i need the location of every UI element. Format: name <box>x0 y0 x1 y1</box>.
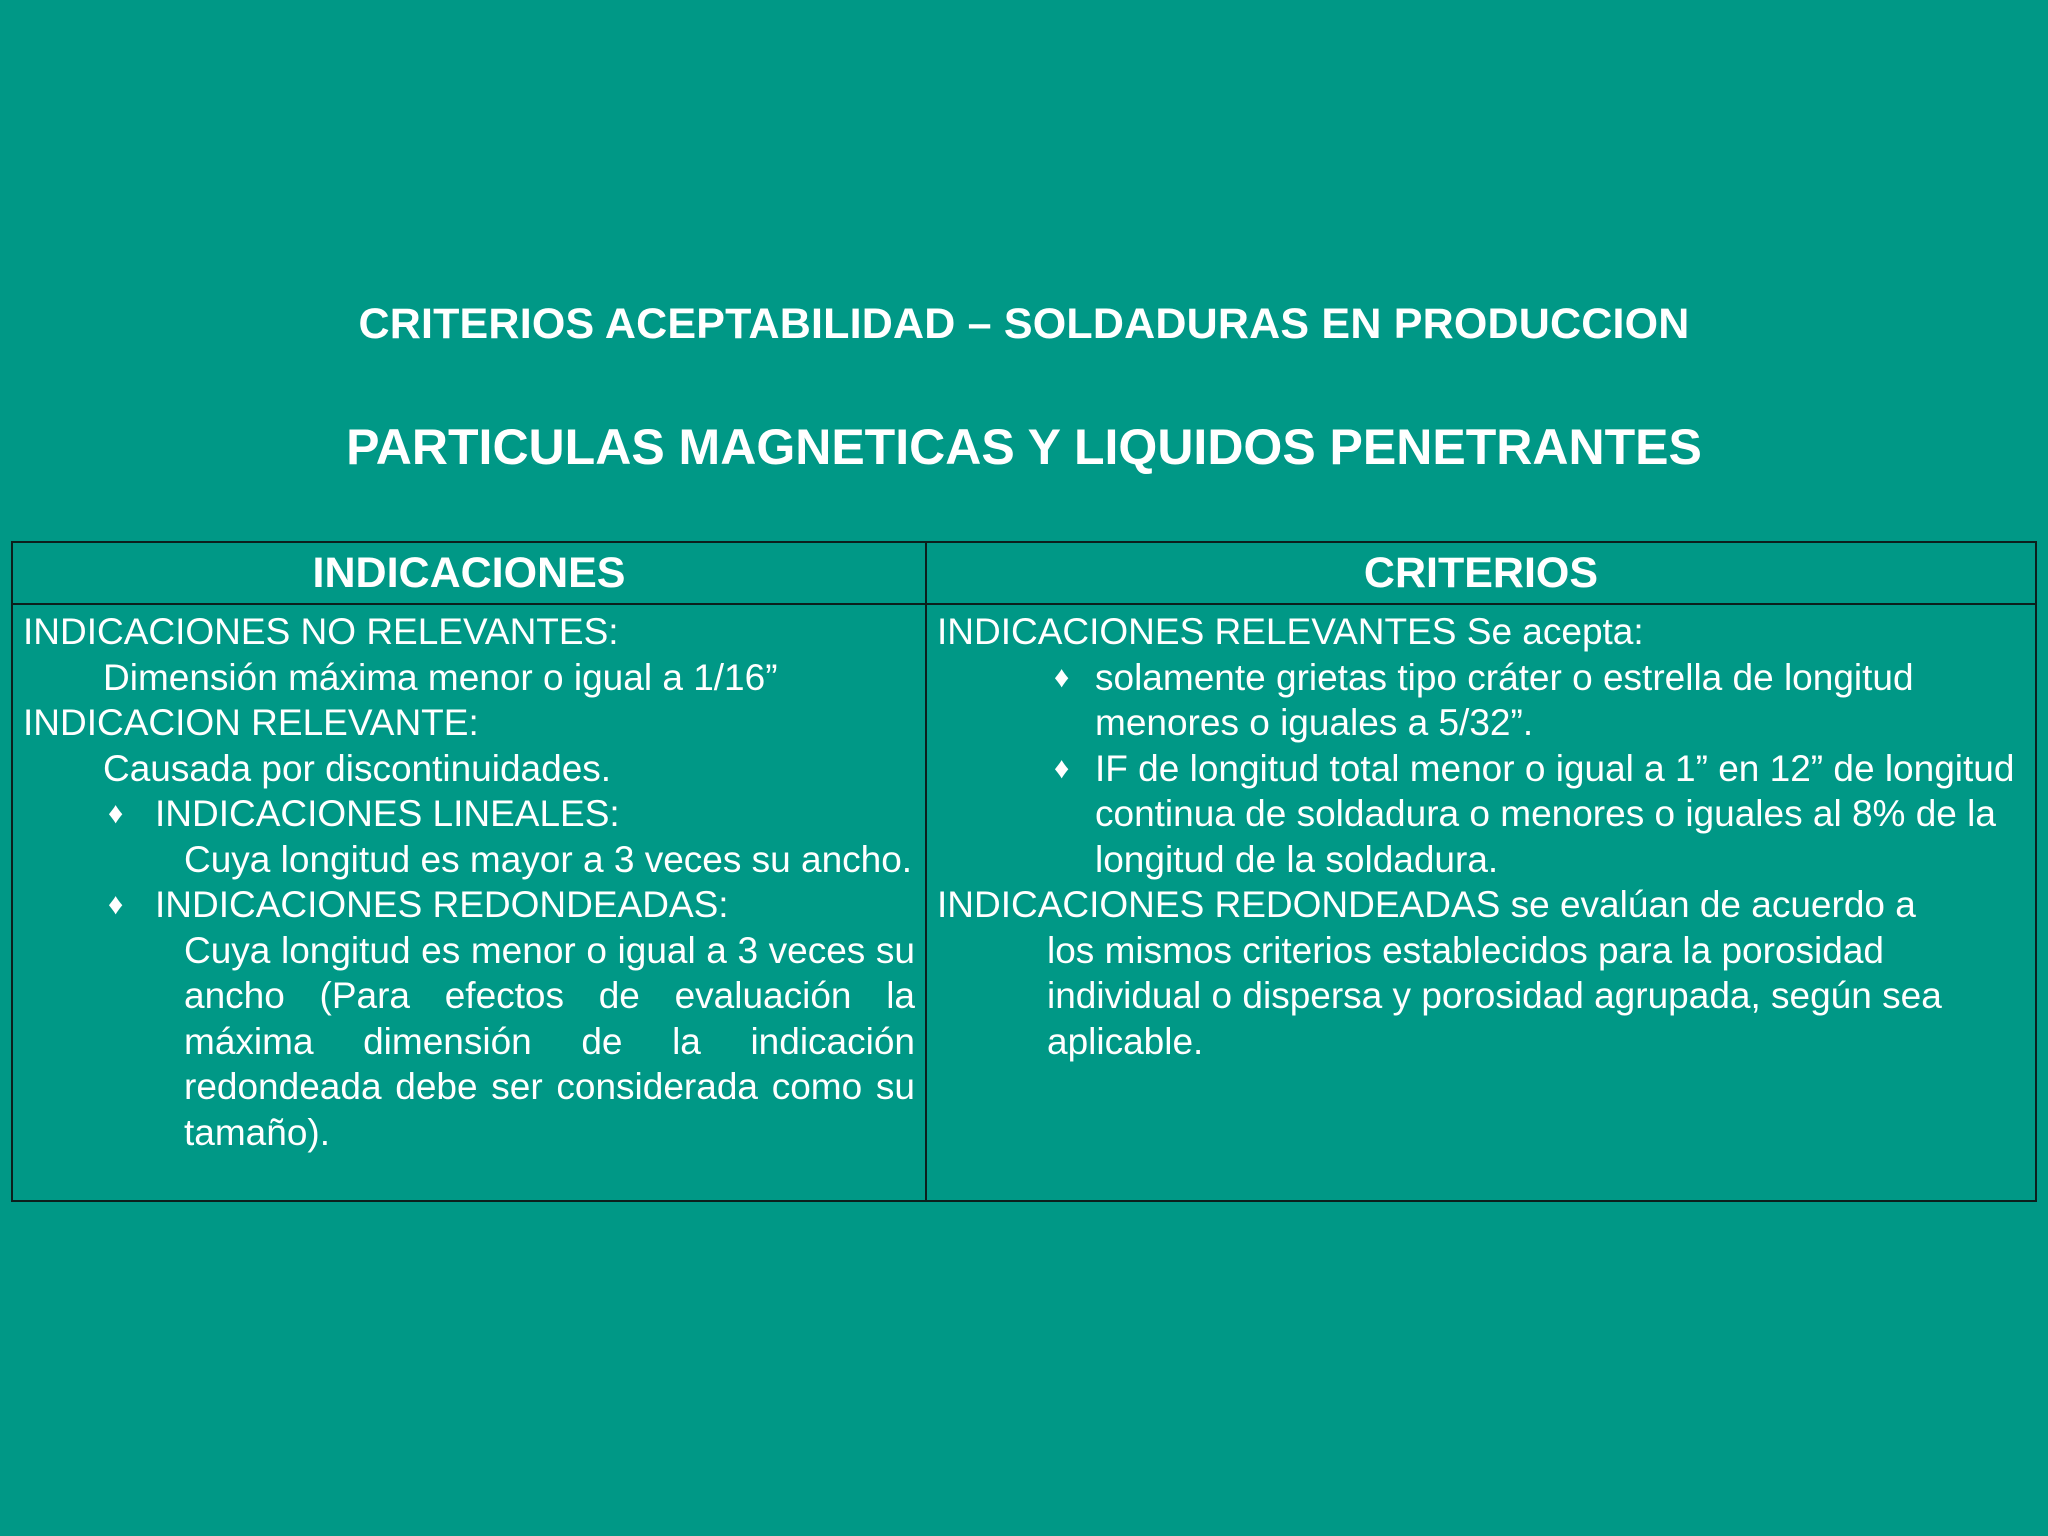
criterios-bullet-list <box>927 655 2035 883</box>
table-header-row <box>12 542 2036 604</box>
redondeadas-heading: INDICACIONES REDONDEADAS: <box>155 884 729 925</box>
header-criterios: CRITERIOS <box>926 542 2036 604</box>
redondeadas-text: Cuya longitud es menor o igual a 3 veces su ancho (Para efectos de evaluación la máxima dimensión de la indicación redondeada debe ser considerada como su tamaño). <box>184 929 915 1153</box>
table-row <box>12 604 2036 1201</box>
slide-subtitle: PARTICULAS MAGNETICAS Y LIQUIDOS PENETRANTES <box>346 419 1702 475</box>
lineales-heading: INDICACIONES LINEALES: <box>155 793 620 834</box>
header-indicaciones: INDICACIONES <box>12 542 926 604</box>
list-item <box>927 746 2035 883</box>
indicaciones-cell <box>12 604 926 1201</box>
no-relevantes-heading: INDICACIONES NO RELEVANTES: <box>23 611 619 652</box>
diamond-bullet-icon: ♦ <box>1054 660 1070 694</box>
lineales-text: Cuya longitud es mayor a 3 veces su ancho. <box>184 838 913 880</box>
diamond-bullet-icon: ♦ <box>108 797 124 830</box>
slide-title: CRITERIOS ACEPTABILIDAD – SOLDADURAS EN PRODUCCION <box>358 300 1690 348</box>
criterio-text: solamente grietas tipo cráter o estrella de longitud menores o iguales a 5/32”. <box>1095 656 1914 743</box>
diamond-bullet-icon: ♦ <box>108 888 124 921</box>
list-item <box>927 655 2035 746</box>
relevante-heading: INDICACION RELEVANTE: <box>23 702 479 743</box>
criterio-text: IF de longitud total menor o igual a 1” en 12” de longitud continua de soldadura o menores o iguales al 8% de la longitud de la soldadura. <box>1095 747 2015 880</box>
redondeadas-bullet <box>13 882 925 928</box>
no-relevantes-text: Dimensión máxima menor o igual a 1/16” <box>103 656 778 698</box>
redondeadas-criterio-heading: INDICACIONES REDONDEADAS se evalúan de acuerdo a <box>937 884 1916 925</box>
redondeadas-criterio-text: los mismos criterios establecidos para la porosidad individual o dispersa y porosidad agrupada, según sea aplicable. <box>1047 929 1942 1062</box>
relevante-text: Causada por discontinuidades. <box>103 747 612 789</box>
relevantes-heading: INDICACIONES RELEVANTES Se acepta: <box>937 611 1644 652</box>
criteria-table <box>11 541 2037 1202</box>
criterios-cell <box>926 604 2036 1201</box>
lineales-bullet <box>13 791 925 837</box>
diamond-bullet-icon: ♦ <box>1054 751 1070 785</box>
